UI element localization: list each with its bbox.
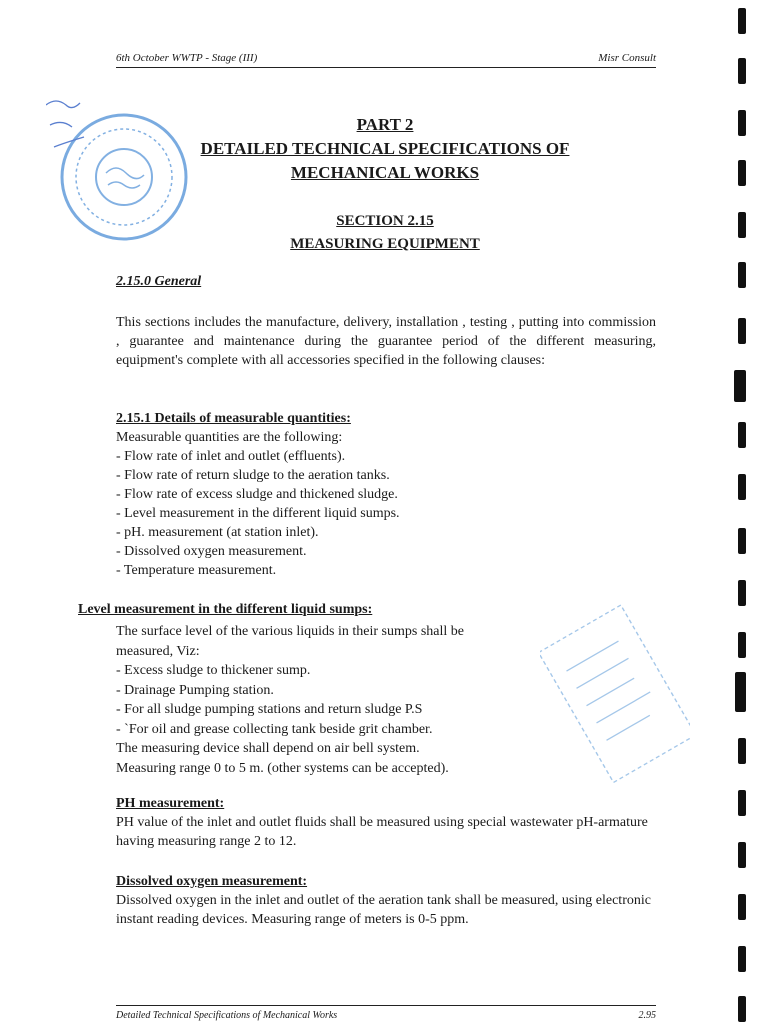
list-item: - Flow rate of inlet and outlet (effluents). bbox=[116, 449, 346, 464]
level-measurement-heading: Level measurement in the different liquid sumps: bbox=[78, 602, 373, 617]
approval-stamp-icon bbox=[540, 590, 690, 800]
dissolved-oxygen-text: Dissolved oxygen in the inlet and outlet of the aeration tank shall be measured, using electronic instant reading devices. Measuring range of meters is 0-5 ppm. bbox=[116, 893, 651, 927]
list-item: The measuring device shall depend on air bell system. bbox=[116, 741, 420, 756]
list-item: - For all sludge pumping stations and return sludge P.S bbox=[116, 702, 423, 717]
binding-holes bbox=[736, 0, 750, 1024]
level-measurement-section bbox=[116, 622, 556, 778]
part-title-line-3: MECHANICAL WORKS bbox=[290, 163, 480, 182]
page-footer bbox=[116, 1010, 656, 1021]
general-paragraph: This sections includes the manufacture, delivery, installation , testing , putting into commission , guarantee and maintenance during the guarantee period of the different measuring, equipment's complete with all accessories specified in the following clauses: bbox=[116, 315, 656, 368]
list-item: - Drainage Pumping station. bbox=[116, 682, 274, 698]
page-header bbox=[116, 52, 656, 64]
part-number: PART 2 bbox=[356, 115, 414, 134]
list-item: - Level measurement in the different liquid sumps. bbox=[116, 506, 400, 521]
footer-title: Detailed Technical Specifications of Mechanical Works bbox=[116, 1010, 338, 1021]
dissolved-oxygen-heading: Dissolved oxygen measurement: bbox=[116, 874, 308, 889]
measurable-quantities-list bbox=[116, 447, 656, 580]
section-title bbox=[100, 210, 670, 256]
level-measurement-lines bbox=[116, 622, 556, 778]
ph-measurement-section bbox=[116, 794, 656, 851]
list-item: - Excess sludge to thickener sump. bbox=[116, 663, 311, 678]
list-item: - Flow rate of return sludge to the aeration tanks. bbox=[116, 468, 390, 483]
footer-rule bbox=[116, 1005, 656, 1006]
list-item: measured, Viz: bbox=[116, 643, 200, 659]
header-company: Misr Consult bbox=[598, 52, 656, 64]
header-project: 6th October WWTP - Stage (III) bbox=[116, 52, 258, 64]
general-heading: 2.15.0 General bbox=[116, 274, 202, 289]
measurable-quantities-heading: 2.15.1 Details of measurable quantities: bbox=[116, 411, 351, 426]
section-name: MEASURING EQUIPMENT bbox=[290, 236, 480, 252]
list-item: - Flow rate of excess sludge and thickened sludge. bbox=[116, 487, 398, 502]
list-item: - pH. measurement (at station inlet). bbox=[116, 525, 319, 540]
part-title-line-2: DETAILED TECHNICAL SPECIFICATIONS OF bbox=[200, 139, 570, 158]
list-item: - Dissolved oxygen measurement. bbox=[116, 544, 307, 559]
ph-measurement-heading: PH measurement: bbox=[116, 796, 225, 811]
list-item: - Temperature measurement. bbox=[116, 563, 277, 578]
section-number: SECTION 2.15 bbox=[336, 213, 434, 229]
measurable-quantities-section bbox=[116, 409, 656, 580]
measurable-quantities-intro: Measurable quantities are the following: bbox=[116, 430, 343, 445]
header-rule bbox=[116, 67, 656, 68]
list-item: Measuring range 0 to 5 m. (other systems can be accepted). bbox=[116, 760, 449, 776]
page-number: 2.95 bbox=[638, 1010, 656, 1021]
dissolved-oxygen-section bbox=[116, 872, 656, 929]
list-item: The surface level of the various liquids in their sumps shall be bbox=[116, 624, 464, 639]
list-item: - `For oil and grease collecting tank beside grit chamber. bbox=[116, 721, 433, 737]
ph-measurement-text: PH value of the inlet and outlet fluids shall be measured using special wastewater pH-armature having measuring range 2 to 12. bbox=[116, 815, 648, 849]
part-title bbox=[100, 113, 670, 185]
